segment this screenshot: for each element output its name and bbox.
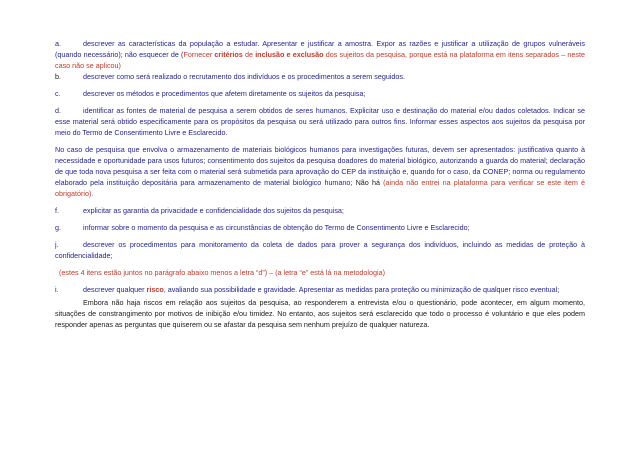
item-a-red-1: Fornecer bbox=[183, 50, 215, 59]
item-i-text-before: descrever qualquer bbox=[83, 285, 147, 294]
item-d-label: d. bbox=[55, 106, 61, 115]
item-j bbox=[55, 239, 585, 261]
item-a-red-2: de bbox=[242, 50, 256, 59]
item-g-label: g. bbox=[55, 223, 61, 232]
item-j-text: descrever os procedimentos para monitoramento da coleta de dados para prover a segurança dos indivíduos, incluindo as medidas de proteção à confidencialidade; bbox=[55, 240, 585, 260]
item-a-label: a. bbox=[55, 39, 61, 48]
item-d-text: identificar as fontes de material de pesquisa a serem obtidos de seres humanos. Explicitar uso e destinação do material e/ou dados coletados. Indicar se esse material será obtido especificamente para os propósitos da pesquisa ou será utilizado para outros fins. Informar esses aspectos aos sujeitos da pesquisa por meio do Termo de Consentimento Livre e Esclarecido. bbox=[55, 106, 585, 137]
item-g-text: informar sobre o momento da pesquisa e as circunstâncias de obtenção do Termo de Consentimento Livre e Esclarecido; bbox=[83, 223, 470, 232]
grouping-note-text: (estes 4 itens estão juntos no parágrafo abaixo menos a letra “d”) – (a letra “e” está lá na metodologia) bbox=[59, 268, 386, 277]
item-e-answer: Não há bbox=[355, 178, 380, 187]
item-e-text: No caso de pesquisa que envolva o armazenamento de materiais biológicos humanos para investigações futuras, devem ser apresentados: justificativa quanto à necessidade e oportunidade para usos futuros; consentimento dos sujeitos da pesquisa doadores do material biológico, autorizando a guarda do material; declaração de que toda nova pesquisa a ser feita com o material será submetida para aprovação do CEP da instituição e, quando for o caso, da CONEP; norma ou regulamento elaborado pela instituição depositária para armazenamento de material biológico humano; bbox=[55, 145, 585, 187]
item-a-red-3: dos sujeitos da pesquisa, porque está na plataforma em itens separados – neste caso não se aplicou) bbox=[55, 50, 585, 70]
item-i bbox=[55, 284, 585, 295]
item-d bbox=[55, 105, 585, 138]
item-i-text-after: , avaliando sua possibilidade e gravidade. Apresentar as medidas para proteção ou minimização de qualquer risco eventual; bbox=[163, 285, 560, 294]
grouping-note bbox=[55, 267, 585, 278]
item-b-text: descrever como será realizado o recrutamento dos indivíduos e os procedimentos a serem seguidos. bbox=[83, 72, 406, 81]
item-a-red-bold-1: critérios bbox=[214, 50, 243, 59]
item-e-red-note: (ainda não entrei na plataforma para verificar se este item é obrigatório). bbox=[55, 178, 586, 198]
item-c-text: descrever os métodos e procedimentos que afetem diretamente os sujeitos da pesquisa; bbox=[83, 89, 366, 98]
item-i-label: i. bbox=[55, 285, 59, 294]
item-g bbox=[55, 222, 585, 233]
item-f bbox=[55, 205, 585, 216]
item-b bbox=[55, 71, 585, 82]
item-c-label: c. bbox=[55, 89, 61, 98]
item-i-risk-word: risco bbox=[146, 285, 164, 294]
item-f-text: explicitar as garantia da privacidade e confidencialidade dos sujeitos da pesquisa; bbox=[83, 206, 344, 215]
item-b-label: b. bbox=[55, 72, 61, 81]
document-page bbox=[55, 38, 585, 330]
item-c bbox=[55, 88, 585, 99]
item-f-label: f. bbox=[55, 206, 59, 215]
risk-paragraph: Embora não haja riscos em relação aos sujeitos da pesquisa, ao responderem a entrevista e/ou o questionário, pode acontecer, em algum momento, situações de constrangimento por motivos de inibição e/ou timidez. No entanto, aos sujeitos será esclarecido que todo o processo é voluntário e que eles podem responder apenas as perguntas que quiserem ou se afastar da pesquisa sem nenhum prejuízo de qualquer natureza. bbox=[55, 298, 585, 329]
item-a-text: descrever as características da população a estudar. Apresentar e justificar a amostra. Expor as razões e justificar a utilização de grupos vulneráveis (quando necessário); não esquecer de ( bbox=[55, 39, 585, 59]
item-e bbox=[55, 144, 585, 199]
item-a-red-bold-2: inclusão e exclusão bbox=[255, 50, 324, 59]
item-a bbox=[55, 38, 585, 71]
item-j-label: j. bbox=[55, 240, 59, 249]
